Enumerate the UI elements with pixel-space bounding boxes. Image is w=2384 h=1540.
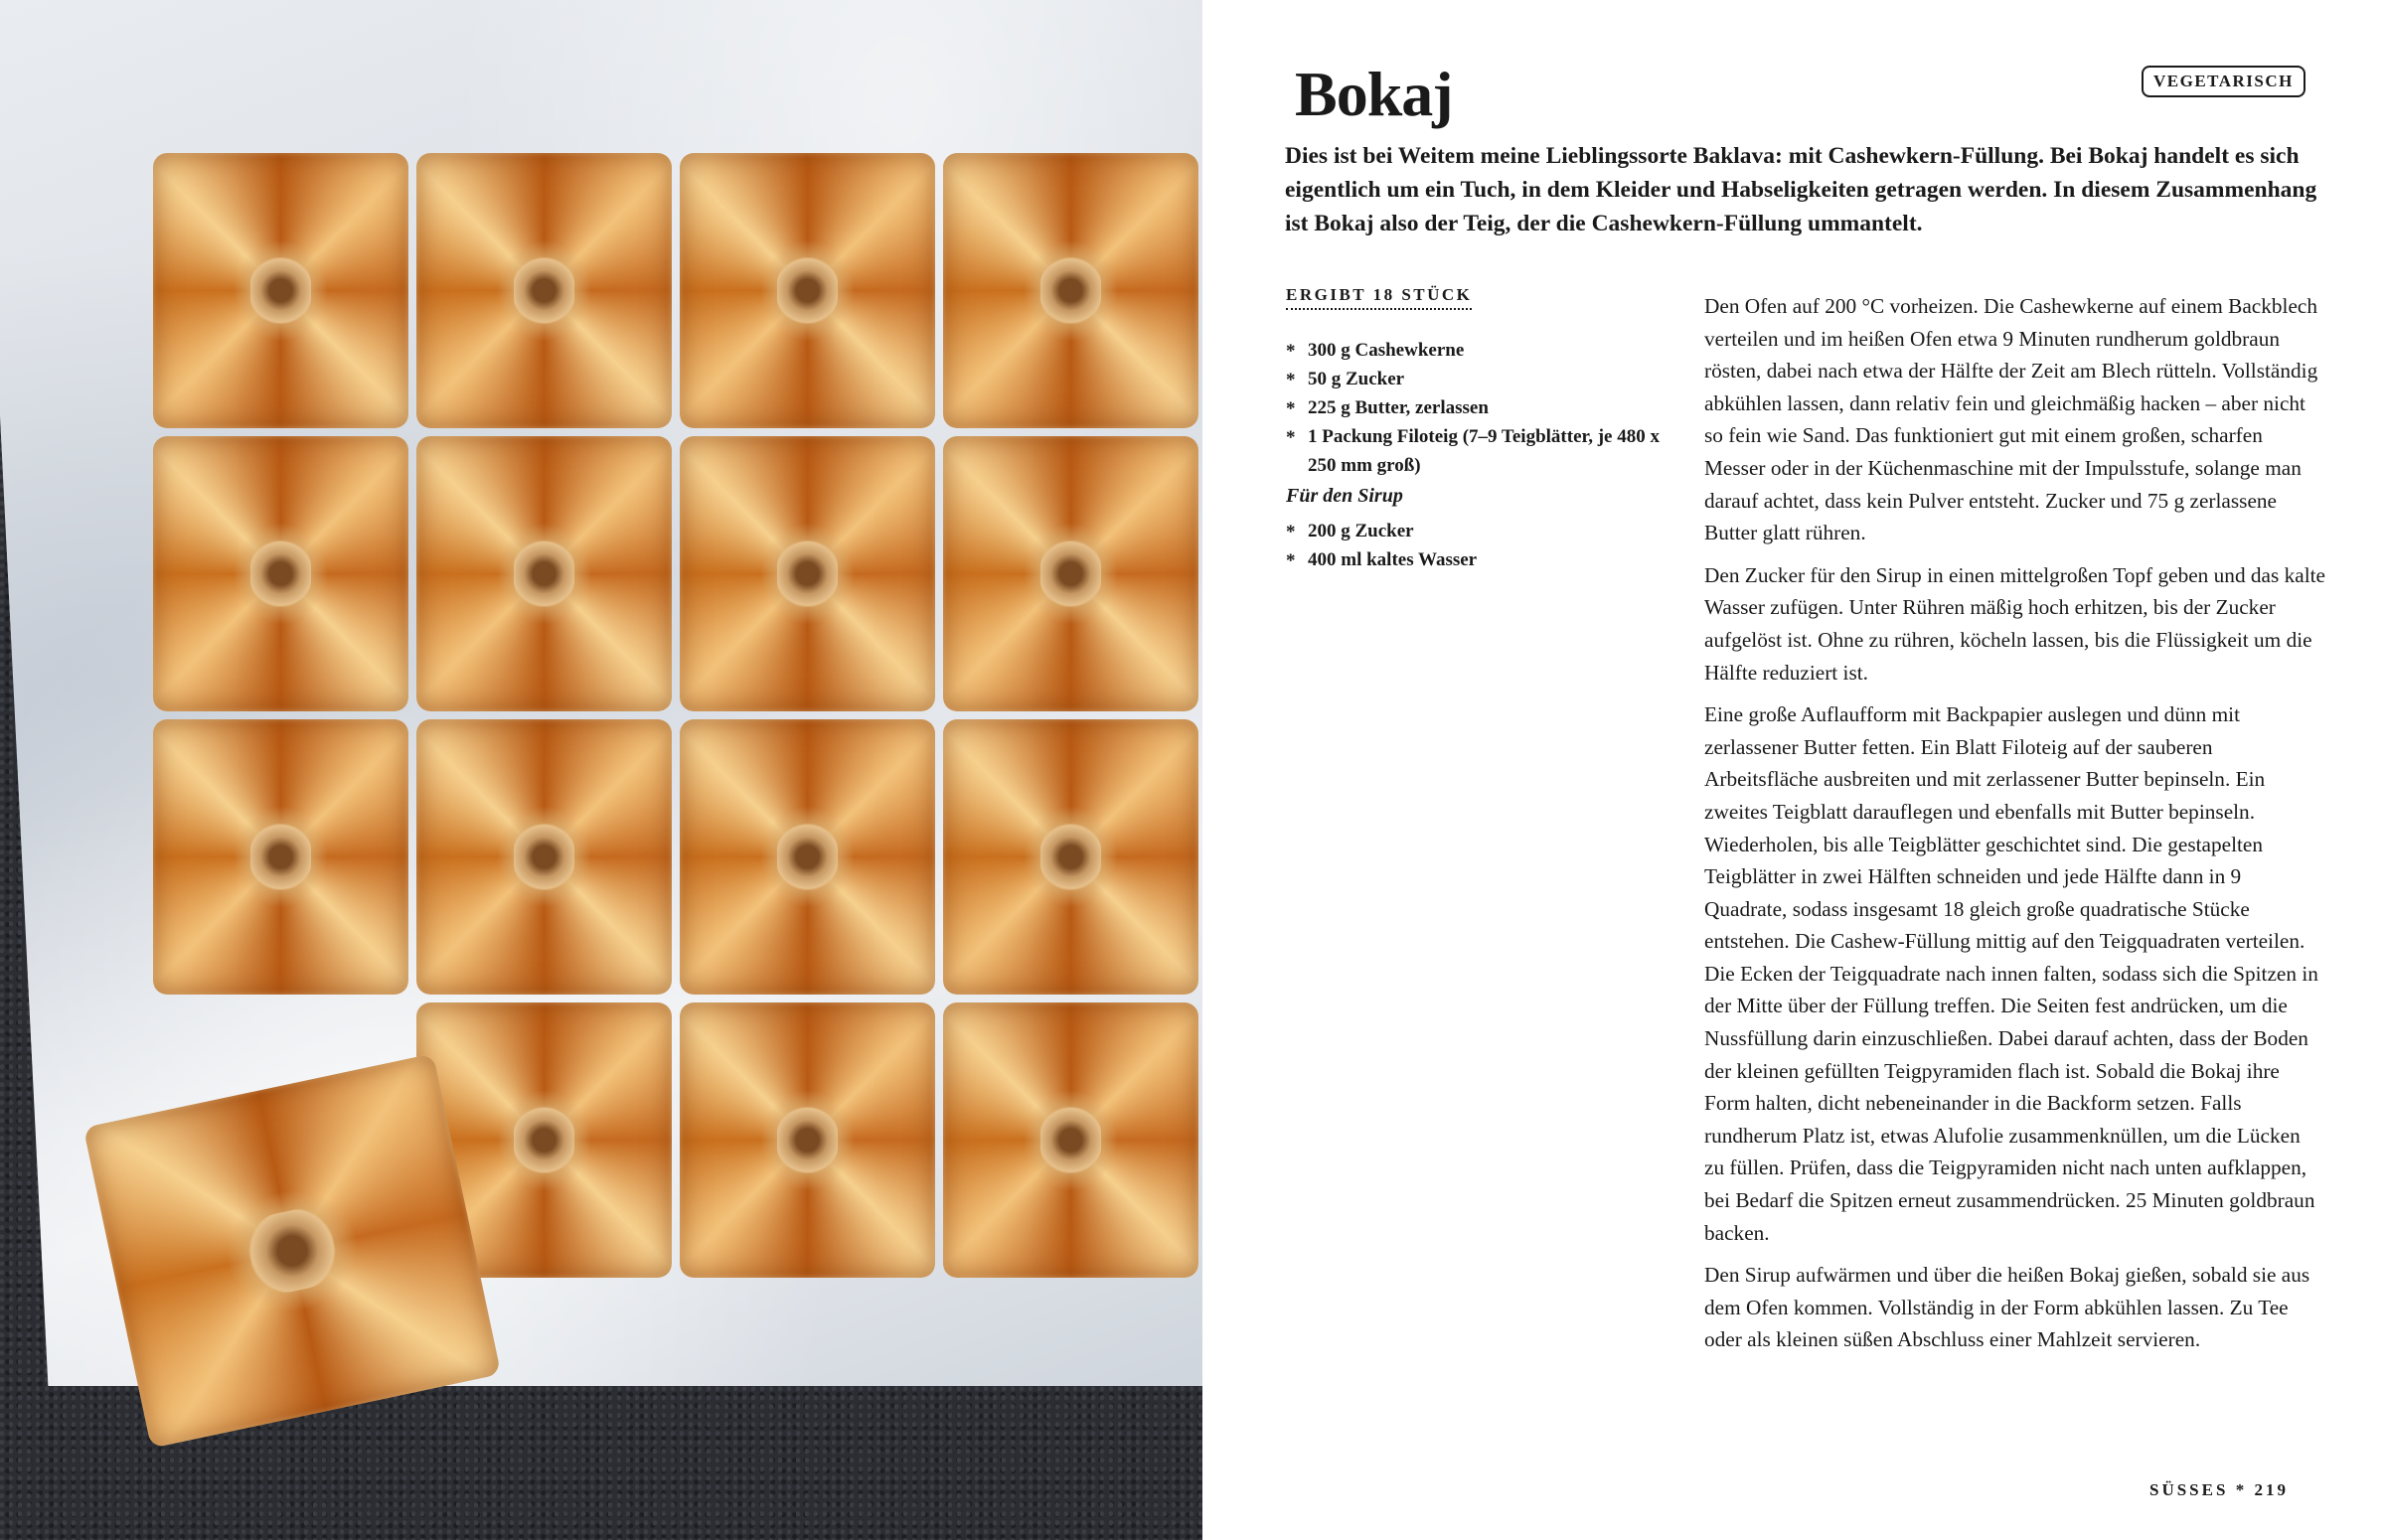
ingredient-item: * 50 g Zucker xyxy=(1286,365,1664,393)
method-step: Den Ofen auf 200 °C vorheizen. Die Cashewkerne auf einem Backblech verteilen und im heißen Ofen etwa 9 Minuten rundherum goldbraun rösten, dabei nach etwa der Hälfte der Zeit am Blech rütteln. Vollständig abkühlen lassen, dann relativ fein und gleichmäßig hacken – aber nicht so fein wie Sand. Das funktioniert gut mit einem großen, scharfen Messer oder in der Küchenmaschine mit der Impulsstufe, solange man darauf achtet, dass kein Pulver entsteht. Zucker und 75 g zerlassene Butter glatt rühren. xyxy=(1704,294,2318,545)
baklava-piece xyxy=(153,719,408,995)
yield-label: ERGIBT 18 STÜCK xyxy=(1286,285,1472,310)
ingredient-item: * 300 g Cashewkerne xyxy=(1286,336,1664,365)
ingredient-item: * 1 Packung Filoteig (7–9 Teigblätter, je 480 x 250 mm groß) xyxy=(1286,422,1664,480)
section-name: SÜSSES xyxy=(2149,1480,2229,1499)
method-text xyxy=(1704,290,2325,1366)
syrup-heading: Für den Sirup xyxy=(1286,485,1403,507)
page-footer xyxy=(2149,1480,2289,1500)
baklava-piece xyxy=(416,436,672,711)
baklava-piece xyxy=(680,1002,935,1278)
syrup-ingredient-list xyxy=(1286,517,1664,574)
recipe-intro: Dies ist bei Weitem meine Lieblingssorte Baklava: mit Cashewkern-Füllung. Bei Bokaj handelt es sich eigentlich um ein Tuch, in dem Kleider und Habseligkeiten getragen werden. In diesem Zusammenhang ist Bokaj also der Teig, der die Cashewkern-Füllung ummantelt. xyxy=(1285,143,2317,236)
method-step: Den Zucker für den Sirup in einen mittelgroßen Topf geben und das kalte Wasser zufügen. Unter Rühren mäßig hoch erhitzen, bis der Zucker aufgelöst ist. Ohne zu rühren, köcheln lassen, bis die Flüssigkeit um die Hälfte reduziert ist. xyxy=(1704,562,2326,685)
separator-asterisk: * xyxy=(2235,1480,2248,1499)
vegetarian-badge: VEGETARISCH xyxy=(2142,66,2305,97)
baklava-piece xyxy=(680,153,935,428)
ingredient-item: * 200 g Zucker xyxy=(1286,517,1664,545)
ingredient-item: * 225 g Butter, zerlassen xyxy=(1286,393,1664,422)
baklava-piece xyxy=(943,153,1198,428)
recipe-title: Bokaj xyxy=(1295,59,1453,129)
baklava-piece xyxy=(153,153,408,428)
baklava-piece xyxy=(943,719,1198,995)
page-number: 219 xyxy=(2254,1480,2289,1499)
baklava-piece xyxy=(416,719,672,995)
baklava-piece xyxy=(416,153,672,428)
baklava-piece xyxy=(943,436,1198,711)
method-step: Eine große Auflaufform mit Backpapier auslegen und dünn mit zerlassener Butter fetten. Ein Blatt Filoteig auf der sauberen Arbeitsfläche ausbreiten und mit zerlassener Butter bepinseln. Ein zweites Teigblatt darauflegen und ebenfalls mit Butter bepinseln. Wiederholen, bis alle Teigblätter geschichtet sind. Die gestapelten Teigblätter in zwei Hälften schneiden und jede Hälfte dann in 9 Quadrate, sodass insgesamt 18 gleich große quadratische Stücke entstehen. Die Cashew-Füllung mittig auf den Teigquadraten verteilen. Die Ecken der Teigquadrate nach innen falten, sodass sich die Spitzen in der Mitte über der Füllung treffen. Die Seiten fest andrücken, um die Nussfüllung darin einzuschließen. Dabei darauf achten, dass der Boden der kleinen gefüllten Teigpyramiden flach ist. Sobald die Bokaj ihre Form halten, dicht nebeneinander in die Backform setzen. Falls rundherum Platz ist, etwas Alufolie zusammenknüllen, um die Lücken zu füllen. Prüfen, dass die Teigpyramiden nicht nach unten aufklappen, bei Bedarf die Spitzen erneut zusammendrücken. 25 Minuten goldbraun backen. xyxy=(1704,702,2318,1245)
baklava-piece xyxy=(680,436,935,711)
baklava-piece xyxy=(943,1002,1198,1278)
baklava-piece xyxy=(680,719,935,995)
method-step: Den Sirup aufwärmen und über die heißen Bokaj gießen, sobald sie aus dem Ofen kommen. Vollständig in der Form abkühlen lassen. Zu Tee oder als kleinen süßen Abschluss einer Mahlzeit servieren. xyxy=(1704,1263,2310,1352)
ingredient-list xyxy=(1286,336,1664,480)
ingredient-item: * 400 ml kaltes Wasser xyxy=(1286,545,1664,574)
baklava-piece xyxy=(153,436,408,711)
